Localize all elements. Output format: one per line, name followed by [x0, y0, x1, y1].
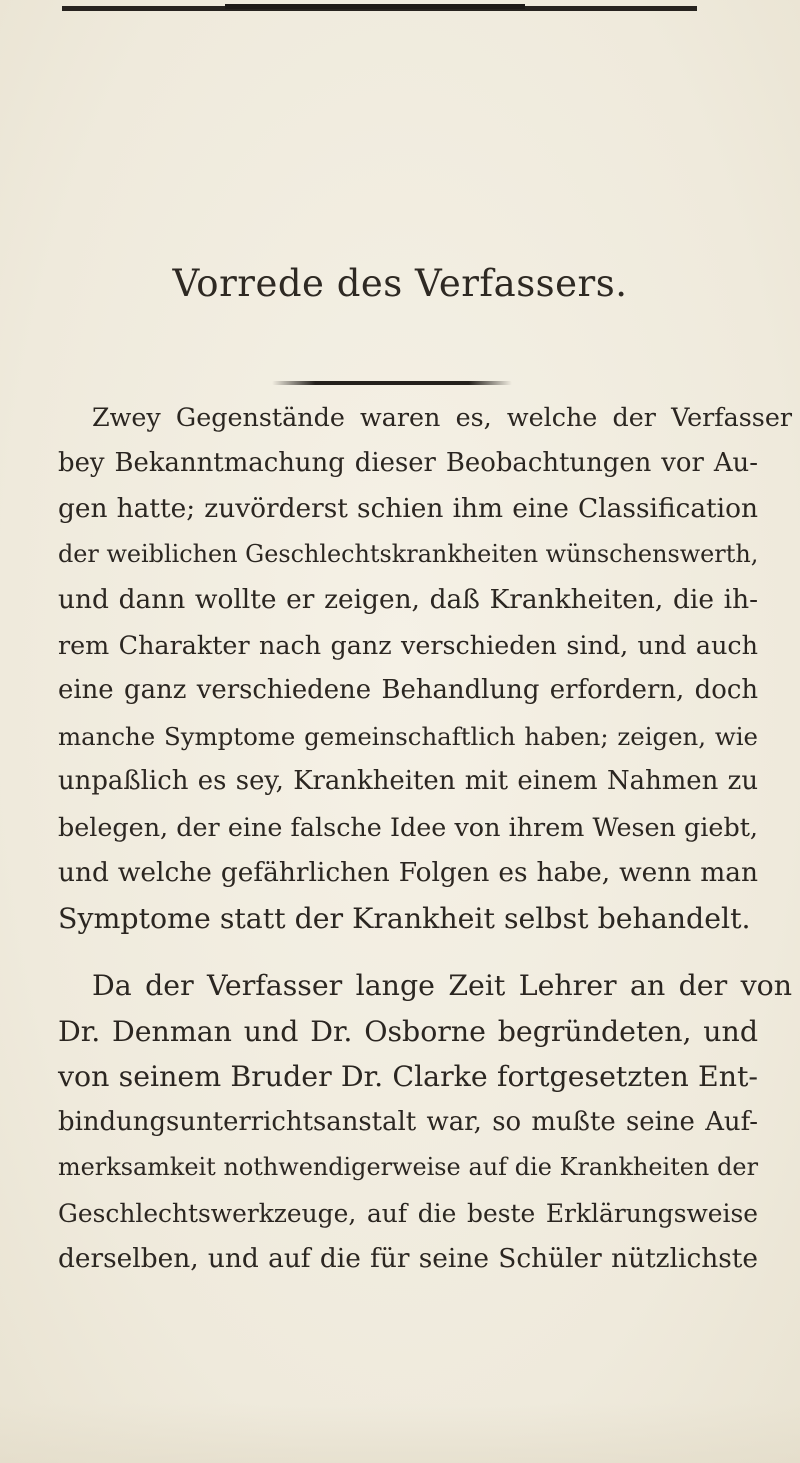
- page-heading: Vorrede des Verfassers.: [172, 262, 628, 305]
- paragraph-1: [58, 395, 792, 941]
- top-rule-heavy: [225, 4, 525, 9]
- text-line: derselben, und auf die für seine Schüler nützlichste: [58, 1243, 758, 1274]
- page-edge-shade: [0, 1403, 800, 1463]
- text-line: belegen, der eine falsche Idee von ihrem Wesen giebt,: [58, 811, 758, 842]
- text-line: rem Charakter nach ganz verschieden sind, und auch: [58, 629, 758, 660]
- text-line: bindungsunterrichtsanstalt war, so mußte seine Auf-: [58, 1106, 758, 1137]
- text-line: und welche gefährlichen Folgen es habe, wenn man: [58, 857, 758, 888]
- text-line: Zwey Gegenstände waren es, welche der Verfasser: [92, 402, 792, 432]
- text-line: und dann wollte er zeigen, daß Krankheiten, die ih-: [58, 584, 758, 615]
- paragraph-2: [58, 963, 792, 1282]
- text-line: manche Symptome gemeinschaftlich haben; zeigen, wie: [58, 721, 758, 751]
- text-line: merksamkeit nothwendigerweise auf die Krankheiten der: [58, 1153, 758, 1181]
- text-body: [58, 395, 792, 1282]
- text-line: bey Bekanntmachung dieser Beobachtungen vor Au-: [58, 447, 758, 478]
- text-line: unpaßlich es sey, Krankheiten mit einem Nahmen zu: [58, 766, 758, 796]
- text-line: eine ganz verschiedene Behandlung erfordern, doch: [58, 675, 758, 705]
- text-line: Geschlechtswerkzeuge, auf die beste Erklärungsweise: [58, 1198, 758, 1228]
- text-line: gen hatte; zuvörderst schien ihm eine Classification: [58, 493, 758, 524]
- text-line: von seinem Bruder Dr. Clarke fortgesetzten Ent-: [58, 1060, 758, 1093]
- text-line: Da der Verfasser lange Zeit Lehrer an der von: [92, 969, 792, 1002]
- heading-divider: [272, 381, 512, 385]
- text-line: Symptome statt der Krankheit selbst behandelt.: [58, 901, 751, 935]
- text-line: Dr. Denman und Dr. Osborne begründeten, und: [58, 1014, 758, 1048]
- text-line: der weiblichen Geschlechtskrankheiten wünschenswerth,: [58, 539, 759, 568]
